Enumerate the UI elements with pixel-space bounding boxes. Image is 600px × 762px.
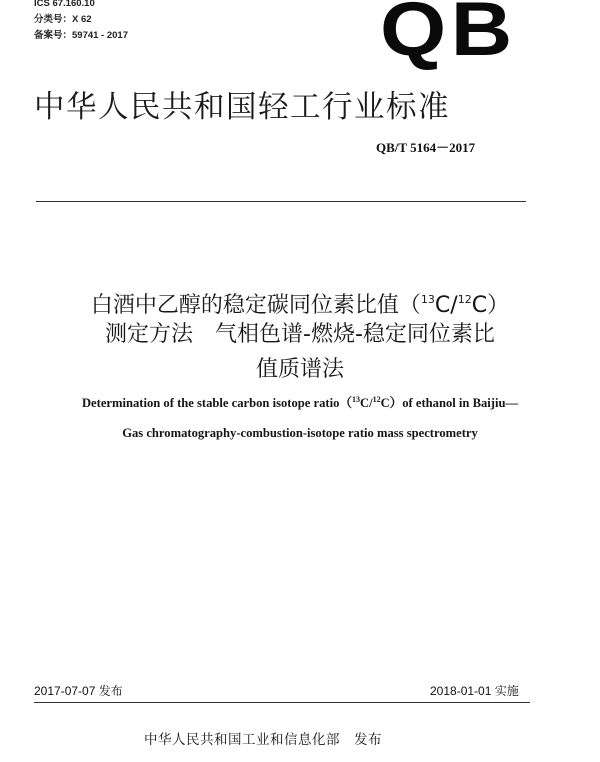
title-en-line1: Determination of the stable carbon isotope ratio（$^{13}$C/$^{12}$C）of ethanol in Baijiu— <box>81 394 519 410</box>
title-cn-line2: 测定方法 气相色谱-燃烧-稳定同位素比 <box>105 322 495 347</box>
ics-code: ICS 67.160.10 <box>34 0 95 9</box>
title-cn-line1: 白酒中乙醇的稳定碳同位素比值（$^{13}$C/$^{12}$C） <box>90 293 510 318</box>
classification-number: 分类号：X 62 <box>34 14 92 25</box>
header-divider <box>36 201 526 202</box>
issuing-authority: 中华人民共和国工业和信息化部 发布 <box>144 732 382 748</box>
footer-divider <box>34 702 530 703</box>
ministry-title: 中华人民共和国轻工行业标准 <box>34 90 450 125</box>
title-cn-line3: 值质谱法 <box>255 357 344 382</box>
qb-logo: QB <box>380 0 517 72</box>
title-en-line2: Gas chromatography-combustion-isotope ratio mass spectrometry <box>122 426 478 440</box>
implementation-date: 2018-01-01 实施 <box>430 684 519 698</box>
record-number: 备案号：59741 - 2017 <box>34 30 128 41</box>
document-meta <box>34 0 128 44</box>
issue-date: 2017-07-07 发布 <box>34 684 123 698</box>
standard-number: QB/T 5164－2017 <box>376 140 476 155</box>
